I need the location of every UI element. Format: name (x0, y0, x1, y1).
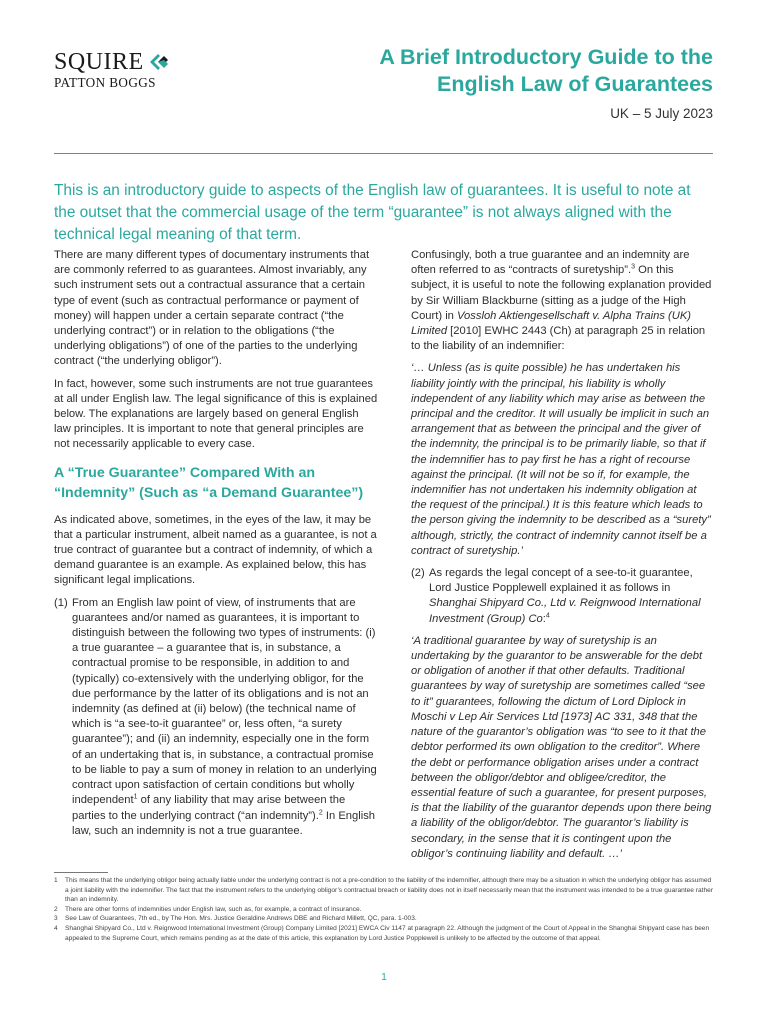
numbered-item (411, 566, 713, 627)
footnote (54, 914, 713, 924)
footnote-number: 1 (54, 877, 58, 884)
document-title (379, 44, 713, 98)
title-line-1: A Brief Introductory Guide to the (379, 45, 713, 69)
item-number: (1) (54, 596, 68, 609)
page-number: 1 (381, 972, 387, 983)
paragraph-text: Confusingly, both a true guarantee and an indemnity are often referred to as “contracts of suretyship”. (411, 249, 690, 277)
item-text: of any liability that may arise between the parties to the underlying contract (“an indemnity”). (72, 794, 346, 822)
paragraph (411, 248, 713, 354)
paragraph: In fact, however, some such instruments are not true guarantees at all under English law. The legal significance of this is explained below. The explanations are largely based on general English law principles. It is important to note that general principles are not necessarily applicable to every case. (54, 377, 378, 451)
logo (54, 50, 194, 91)
case-name: Vossloh Aktiengesellschaft v. Alpha Trains (UK) Limited (411, 309, 692, 338)
footnote-ref[interactable]: 2 (318, 808, 323, 816)
footnote-text: Shanghai Shipyard Co., Ltd v. Reignwood International Investment (Group) Company Limited [2021] EWCA Civ 1147 at paragraph 22. Although the judgment of the Court of Appeal in the Shanghai Shipyard case has been appealed to the Supreme Court, which remains pending as at the date of this article, this explanation by Lord Justice Popplewell is unlikely to be affected by the outcome of that appeal. (65, 924, 710, 942)
footnotes (54, 876, 713, 943)
section-heading: A “True Guarantee” Compared With an “Indemnity” (Such as “a Demand Guarantee”) (54, 464, 364, 501)
footnote-text: This means that the underlying obligor being actually liable under the underlying contract is not a pre-condition to the liability of the indemnifier, although there may be a situation in which the underlying obligor has assumed a joint liability with the indemnifier. The fact that the instrument refers to the underlying obligor’s contractual breach or liability does not in itself necessarily mean that the instrument was intended to be a true guarantee rather than an indemnity. (65, 877, 714, 904)
item-text: From an English law point of view, of instruments that are guarantees and/or named as guarantees, it is important to distinguish between the following two types of instruments: (i) a true guarantee – a guarantee that is, in substance, a contractual promise to be responsible, in addition to and (typically) co-extensively with the underlying obligor, for the due performance by the latter of its obligations and is not an indemnity (as defined at (ii) below) (the technical name of which is “a see-to-it guarantee” or, less often, “a surety guarantee”); and (ii) an indemnity, especially one in the form of an undertaking that is, in substance, a contractual promise to be liable to pay a sum of money in relation to an underlying contract upon satisfaction of certain conditions but wholly independent (72, 596, 377, 807)
footnote (54, 905, 713, 915)
logo-wordmark-bottom: PATTON BOGGS (54, 75, 156, 90)
numbered-item (54, 596, 378, 839)
document-date: UK – 5 July 2023 (610, 106, 713, 121)
paragraph-text: On this subject, it is useful to note the following explanation provided by Sir William Blackburne (sitting as a judge of the High Court) in (411, 264, 712, 322)
case-name: Shanghai Shipyard Co., Ltd v. Reignwood International Investment (Group) Co (429, 597, 701, 625)
paragraph: There are many different types of documentary instruments that are commonly referred to as guarantees. Almost invariably, any such instrument sets out a contractual assurance that a certain type of event (such as contractual performance or payment of money) will happen under a certain separate contract (“the underlying contract”) or in relation to the obligations (“the underlying obligations”) of one of the parties to the underlying contract (“the underlying obligor”). (54, 249, 370, 368)
title-line-2: English Law of Guarantees (437, 72, 713, 96)
footnote (54, 924, 713, 943)
footnote-divider (54, 872, 108, 873)
footnote-ref[interactable]: 3 (631, 263, 636, 271)
logo-wordmark-top: SQUIRE (54, 49, 144, 75)
footnote-text: There are other forms of indemnities under English law, such as, for example, a contract of insurance. (65, 905, 362, 913)
right-column (411, 248, 713, 869)
footnote-number: 2 (54, 905, 58, 913)
item-text: : (542, 612, 546, 625)
footnote-ref[interactable]: 4 (545, 611, 550, 619)
header-divider (54, 153, 713, 154)
block-quote: ‘A traditional guarantee by way of suretyship is an undertaking by the guarantor to be answerable for the debt or obligation of another if that other defaults. Traditional guarantees by way of suretyship are sometimes called “see to it” guarantees, following the dictum of Lord Diplock in Moschi v Lep Air Services Ltd [1973] AC 331, 348 that the nature of the guarantor’s obligation was “to see to it that the debtor performed its own obligation to the creditor”. Where the debt or performance obligation arises under a contract between the obligor/debtor and obligee/creditor, the essential feature of such a guarantee, for present purposes, is that the liability of the guarantor depends upon there being a liability of the obligor/debtor. The guarantor’s liability is secondary, in the sense that it is contingent upon the obligor’s continuing liability and default. …’ (411, 634, 712, 860)
footnote (54, 876, 713, 905)
footnote-number: 3 (54, 915, 58, 923)
footnote-ref[interactable]: 1 (133, 793, 138, 801)
left-column (54, 248, 378, 846)
intro-paragraph: This is an introductory guide to aspects of the English law of guarantees. It is useful to note at the outset that the commercial usage of the term “guarantee” is not always aligned with the technical legal meaning of that term. (54, 182, 691, 243)
footnote-number: 4 (54, 924, 58, 932)
logo-mark-icon (148, 52, 170, 72)
item-text: In English law, such an indemnity is not a true guarantee. (72, 809, 376, 837)
item-text: As regards the legal concept of a see-to-it guarantee, Lord Justice Popplewell explained it as follows in (429, 567, 693, 595)
paragraph-text: [2010] EWHC 2443 (Ch) at paragraph 25 in relation to the liability of an indemnifier: (411, 325, 706, 353)
block-quote: ‘… Unless (as is quite possible) he has undertaken his liability jointly with the principal, his liability is wholly independent of any liability which may arise as between the principal and the creditor. It will usually be implicit in such an arrangement that as between the principal and the giver of the indemnity, the principal is to be primarily liable, so that if the indemnifier has to pay first he has a right of recourse against the principal. (It will not be so if, for example, the indemnifier has not undertaken his indemnity obligation at the request of the principal.) It is this feature which leads to the person giving the indemnity to be described as a “surety” although, strictly, the contract of indemnity cannot itself be a contract of suretyship.’ (411, 362, 711, 557)
item-body (429, 566, 713, 627)
paragraph: As indicated above, sometimes, in the eyes of the law, it may be that a particular instrument, albeit named as a guarantee, is not a true contract of guarantee but a contract of indemnity, of which a demand guarantee is an example. As explained below, this has significant legal implications. (54, 513, 377, 587)
item-body (72, 596, 378, 839)
item-number: (2) (411, 567, 425, 580)
footnote-text: See Law of Guarantees, 7th ed., by The Hon. Mrs. Justice Geraldine Andrews DBE and Richard Millett, QC, para. 1-003. (65, 915, 417, 923)
